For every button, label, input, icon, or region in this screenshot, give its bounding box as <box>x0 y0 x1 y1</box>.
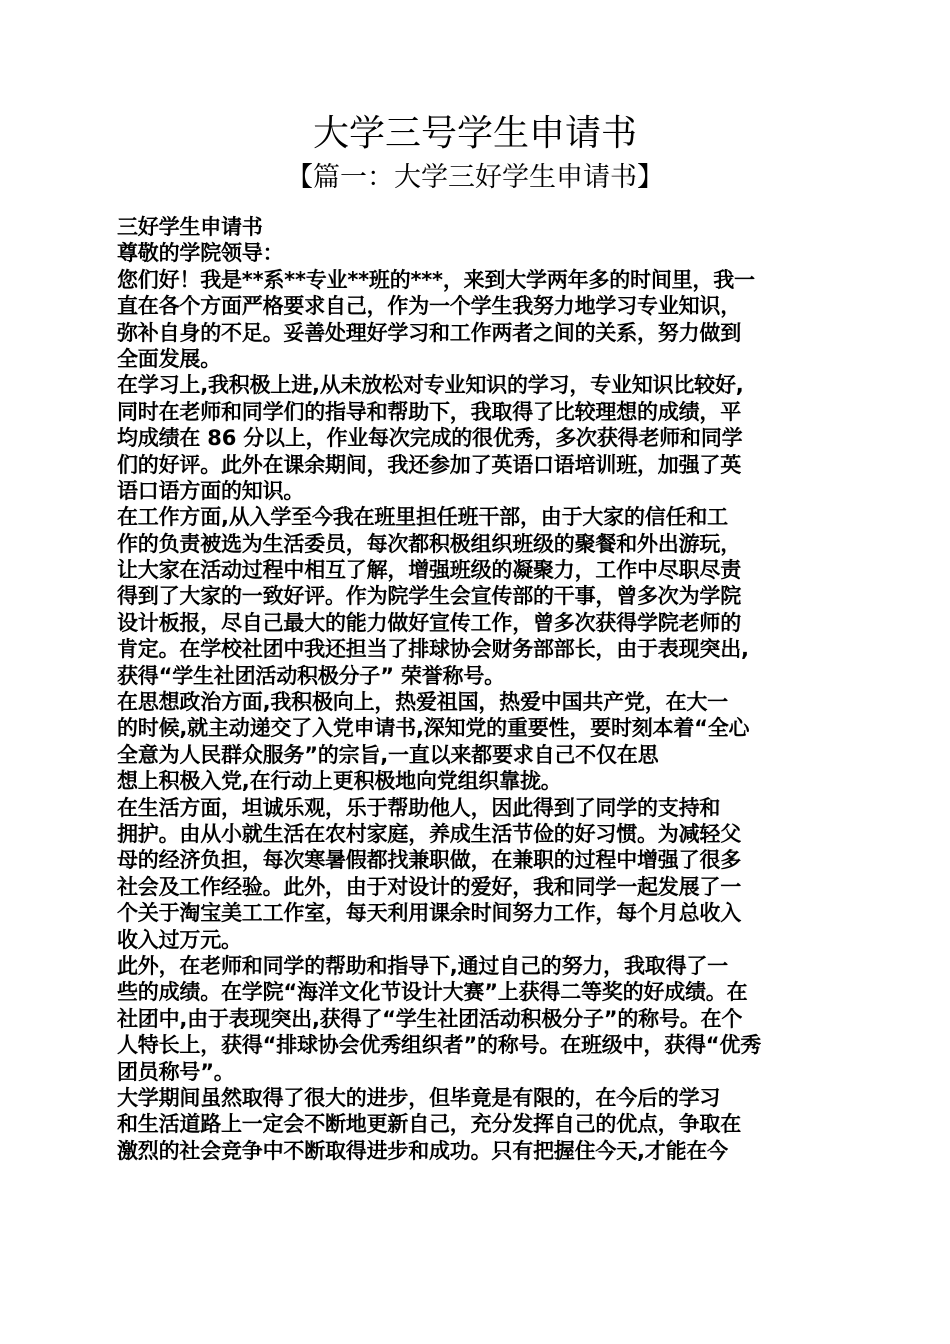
body-line: 母的经济负担，每次寒暑假都找兼职做，在兼职的过程中增强了很多 <box>117 848 741 873</box>
body-line: 语口语方面的知识。 <box>117 478 305 503</box>
body-line: 拥护。由从小就生活在农村家庭，养成生活节俭的好习惯。为减轻父 <box>117 821 741 846</box>
body-line: 同时在老师和同学们的指导和帮助下，我取得了比较理想的成绩，平 <box>117 399 741 424</box>
body-line: 个关于淘宝美工工作室，每天利用课余时间努力工作，每个月总收入 <box>117 901 741 926</box>
body-line: 想上积极入党,在行动上更积极地向党组织靠拢。 <box>117 769 562 794</box>
body-line: 三好学生申请书 <box>117 215 263 239</box>
body-line: 全面发展。 <box>117 346 221 371</box>
body-line: 得到了大家的一致好评。作为院学生会宣传部的干事，曾多次为学院 <box>117 584 741 609</box>
body-line: 此外，在老师和同学的帮助和指导下,通过自己的努力，我取得了一 <box>117 953 728 978</box>
document-subtitle: 【篇一：大学三好学生申请书】 <box>286 162 664 193</box>
document-title: 大学三号学生申请书 <box>312 113 637 154</box>
body-line: 们的好评。此外在课余期间，我还参加了英语口语培训班，加强了英 <box>117 452 741 477</box>
body-line: 尊敬的学院领导： <box>117 241 284 266</box>
body-line: 社会及工作经验。此外，由于对设计的爱好，我和同学一起发展了一 <box>117 874 741 899</box>
body-line: 作的负责被选为生活委员，每次都积极组织班级的聚餐和外出游玩， <box>117 531 741 556</box>
body-line: 均成绩在 86 分以上，作业每次完成的很优秀，多次获得老师和同学 <box>117 426 743 451</box>
body-line: 肯定。在学校社团中我还担当了排球协会财务部部长，由于表现突出, <box>117 637 749 662</box>
body-line: 人特长上，获得“排球协会优秀组织者”的称号。在班级中，获得“优秀 <box>117 1033 762 1058</box>
body-line: 直在各个方面严格要求自己，作为一个学生我努力地学习专业知识， <box>117 294 741 319</box>
body-line: 的时候,就主动递交了入党申请书,深知党的重要性，要时刻本着“全心 <box>117 716 750 741</box>
body-line: 激烈的社会竞争中不断取得进步和成功。只有把握住今天,才能在今 <box>117 1138 728 1163</box>
body-line: 收入过万元。 <box>117 927 242 952</box>
document-body <box>117 214 839 1164</box>
body-line: 获得“学生社团活动积极分子” 荣誉称号。 <box>117 663 505 688</box>
body-line: 和生活道路上一定会不断地更新自己，充分发挥自己的优点，争取在 <box>117 1112 741 1137</box>
body-line: 大学期间虽然取得了很大的进步，但毕竟是有限的，在今后的学习 <box>117 1085 721 1110</box>
body-line: 在学习上,我积极上进,从未放松对专业知识的学习，专业知识比较好, <box>117 373 744 398</box>
body-line: 团员称号”。 <box>117 1059 235 1084</box>
body-line: 弥补自身的不足。妥善处理好学习和工作两者之间的关系，努力做到 <box>117 320 741 345</box>
body-line: 您们好！我是**系**专业**班的***，来到大学两年多的时间里，我一 <box>117 267 755 292</box>
body-line: 在工作方面,从入学至今我在班里担任班干部，由于大家的信任和工 <box>117 505 728 530</box>
body-line: 些的成绩。在学院“海洋文化节设计大赛”上获得二等奖的好成绩。在 <box>117 980 748 1005</box>
body-line: 在思想政治方面,我积极向上，热爱祖国，热爱中国共产党，在大一 <box>117 690 728 715</box>
body-line: 设计板报，尽自己最大的能力做好宣传工作，曾多次获得学院老师的 <box>117 610 741 635</box>
body-line: 全意为人民群众服务”的宗旨,一直以来都要求自己不仅在思 <box>117 742 659 767</box>
body-line: 社团中,由于表现突出,获得了“学生社团活动积极分子”的称号。在个 <box>117 1006 743 1031</box>
body-line: 让大家在活动过程中相互了解，增强班级的凝聚力，工作中尽职尽责 <box>117 558 741 583</box>
body-line: 在生活方面，坦诚乐观，乐于帮助他人，因此得到了同学的支持和 <box>117 795 721 820</box>
